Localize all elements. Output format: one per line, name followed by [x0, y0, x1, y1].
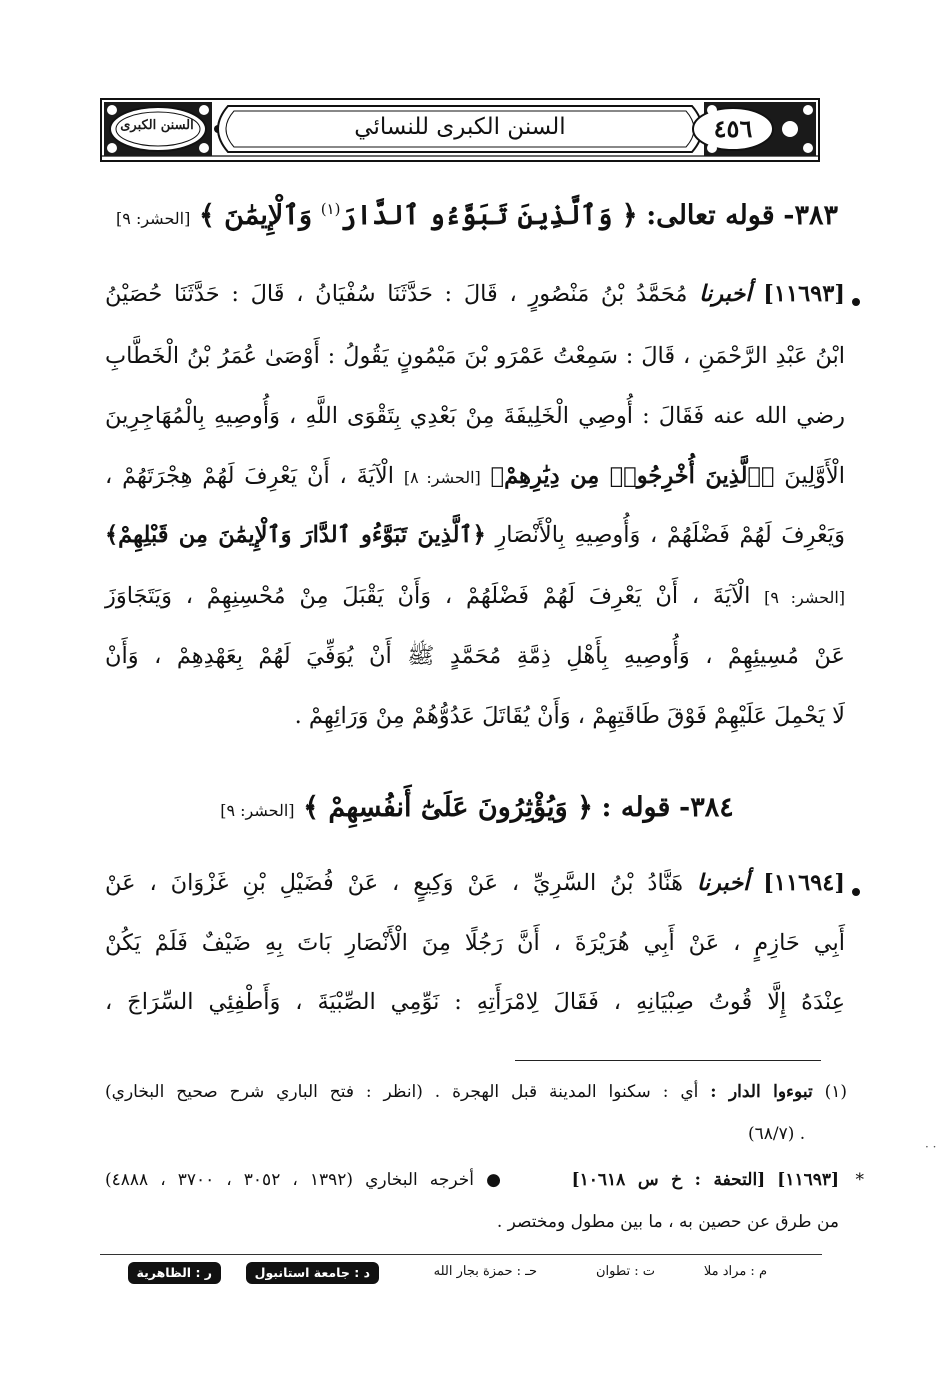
siglum-m: م : مراد ملا	[703, 1264, 767, 1279]
section-384-heading	[107, 792, 847, 823]
hadith-11693-line-2: ابْنُ عَبْدِ الرَّحْمَنِ ، قَالَ : سَمِعْتُ عَمْرَو بْنَ مَيْمُونٍ يَقُولُ : أَوْصَىٰ عُمَرُ بْنُ الْخَطَّابِ	[105, 343, 845, 369]
siglum-d-label: د : جامعة استانبول	[246, 1262, 379, 1284]
hadith-11693-line-7: عَنْ مُسِيئِهِمْ ، وَأُوصِيهِ بِأَهْلِ ذِمَّةِ مُحَمَّدٍ ﷺ أَنْ يُوَفِّيَ لَهُمْ بِعَهْدِهِمْ ، وَأَنْ	[105, 643, 845, 669]
hadith-text: هَنَّادُ بْنُ السَّرِيِّ ، عَنْ وَكِيعٍ ، عَنْ فُضَيْلِ بْنِ غَزْوَانَ ، عَنْ	[105, 870, 683, 896]
footer-rule	[100, 1254, 822, 1255]
quran-verse: ﴿ وَٱلَّذِينَ تَبَوَّءُو ٱلدَّارَ	[340, 200, 638, 231]
section-intro: قوله :	[601, 792, 671, 823]
hadith-index: [١١٦٩٣]	[763, 281, 846, 307]
hadith-11694-line-3: عِنْدَهُ إِلَّا قُوتُ صِبْيَانِهِ ، فَقَالَ لِامْرَأَتِهِ : نَوِّمِي الصِّبْيَةَ ، وَأَطْفِئِي السِّرَاجَ ،	[105, 989, 845, 1015]
takhrij-bullet: ●	[486, 1170, 508, 1190]
quran-verse-end: وَٱلْإِيمَٰنَ ﴾	[198, 200, 313, 231]
verse-reference: [الحشر: ٩]	[220, 801, 295, 820]
verse-reference: [الحشر: ٨]	[403, 468, 481, 487]
header-book-title: السنن الكبرى للنسائي	[354, 114, 566, 140]
hadith-bullet	[852, 888, 860, 896]
scan-speck: · ·	[925, 1140, 937, 1154]
takhrij-star: *	[855, 1170, 864, 1190]
header-emblem: السنن الكبرى	[120, 118, 194, 133]
akhbarana: أخبرنا	[696, 870, 750, 896]
section-intro: قوله تعالى:	[646, 200, 775, 231]
quran-quote: ﴿ٱلَّذِينَ أُخْرِجُوا۟ مِن دِيَٰرِهِمْ﴾	[490, 463, 775, 489]
hadith-bullet	[852, 298, 860, 306]
hadith-11693-line-1	[105, 281, 845, 307]
siglum-t: ت : تطوان	[595, 1264, 655, 1279]
hadith-text: الْآيَةَ ، أَنْ يَعْرِفَ لَهُمْ فَضْلَهُمْ ، وَأَنْ يَقْبَلَ مِنْ مُحْسِنِهِمْ ، وَيَتَجَاوَزَ	[105, 583, 751, 609]
hadith-text: مُحَمَّدُ بْنُ مَنْصُورٍ ، قَالَ : حَدَّثَنَا سُفْيَانُ ، قَالَ : حَدَّثَنَا حُصَيْنُ	[105, 281, 688, 307]
quran-verse: ﴿ وَيُؤْثِرُونَ عَلَىٰٓ أَنفُسِهِمْ ﴾	[303, 792, 593, 823]
hadith-index: [١١٦٩٤]	[763, 870, 846, 896]
hadith-11693-line-5	[105, 522, 845, 548]
footnote-text: أي : سكنوا المدينة قبل الهجرة . (انظر : فتح الباري شرح صحيح البخاري)	[105, 1082, 699, 1102]
hadith-text: الْأَوَّلِينَ	[784, 463, 846, 489]
takhrij-index: [١١٦٩٣]	[777, 1170, 840, 1190]
footnote-separator	[515, 1060, 821, 1061]
section-383-heading	[107, 200, 847, 231]
hadith-11693-line-8: لَا يَحْمِلَ عَلَيْهِمْ فَوْقَ طَاقَتِهِمْ ، وَأَنْ يُقَاتَلَ عَدُوُّهُمْ مِنْ وَرَائِهِمْ .	[294, 703, 845, 729]
hadith-text: الْآيَةَ ، أَنْ يَعْرِفَ لَهُمْ هِجْرَتَهُمْ ،	[105, 463, 395, 489]
footnote-marker: (١)	[320, 200, 341, 218]
siglum-r-label: ر : الظاهرية	[128, 1262, 221, 1284]
hadith-11693-line-3: رضي الله عنه فَقَالَ : أُوصِي الْخَلِيفَةَ مِنْ بَعْدِي بِتَقْوَى اللَّهِ ، وَأُوصِيهِ بِالْمُهَاجِرِينَ	[105, 403, 845, 429]
hadith-11694-line-1	[105, 870, 845, 896]
hadith-11694-line-2: أَبِي حَازِمٍ ، عَنْ أَبِي هُرَيْرَةَ ، أَنَّ رَجُلًا مِنَ الْأَنْصَارِ بَاتَ بِهِ ضَيْفٌ فَلَمْ يَكُنْ	[105, 930, 845, 956]
footnote-takhrij	[105, 1170, 839, 1190]
hadith-11693-line-4	[105, 463, 845, 489]
page-header	[100, 98, 820, 162]
footnote-term: تبوءوا الدار :	[710, 1082, 813, 1102]
header-page-number: ٤٥٦	[713, 114, 753, 143]
akhbarana: أخبرنا	[699, 281, 752, 307]
takhrij-tuhfa: [التحفة : خ س ١٠٦١٨]	[571, 1170, 766, 1190]
verse-reference: [الحشر: ٩]	[116, 209, 191, 228]
footnote-takhrij-continuation: من طرق عن حصين به ، ما بين مطول ومختصر .	[496, 1212, 839, 1232]
siglum-h: حـ : حمزة بجار الله	[433, 1264, 537, 1279]
footnote-number: (١)	[824, 1082, 848, 1102]
verse-reference: [الحشر: ٩]	[764, 588, 846, 607]
hadith-text: وَيَعْرِفَ لَهُمْ فَضْلَهُمْ ، وَأُوصِيهِ بِالْأَنْصَارِ	[495, 522, 846, 548]
section-number: ٣٨٤-	[679, 792, 734, 823]
footnote-1	[105, 1082, 847, 1102]
section-number: ٣٨٣-	[783, 200, 838, 231]
hadith-11693-line-6	[105, 583, 845, 609]
takhrij-text: أخرجه البخاري (١٣٩٢ ، ٣٠٥٢ ، ٣٧٠٠ ، ٤٨٨٨)	[105, 1170, 475, 1190]
quran-quote: ﴿ٱلَّذِينَ تَبَوَّءُو ٱلدَّارَ وَٱلْإِيمَٰنَ مِن قَبْلِهِمْ﴾	[105, 522, 486, 548]
footnote-text: . (٦٨/٧)	[748, 1124, 806, 1144]
